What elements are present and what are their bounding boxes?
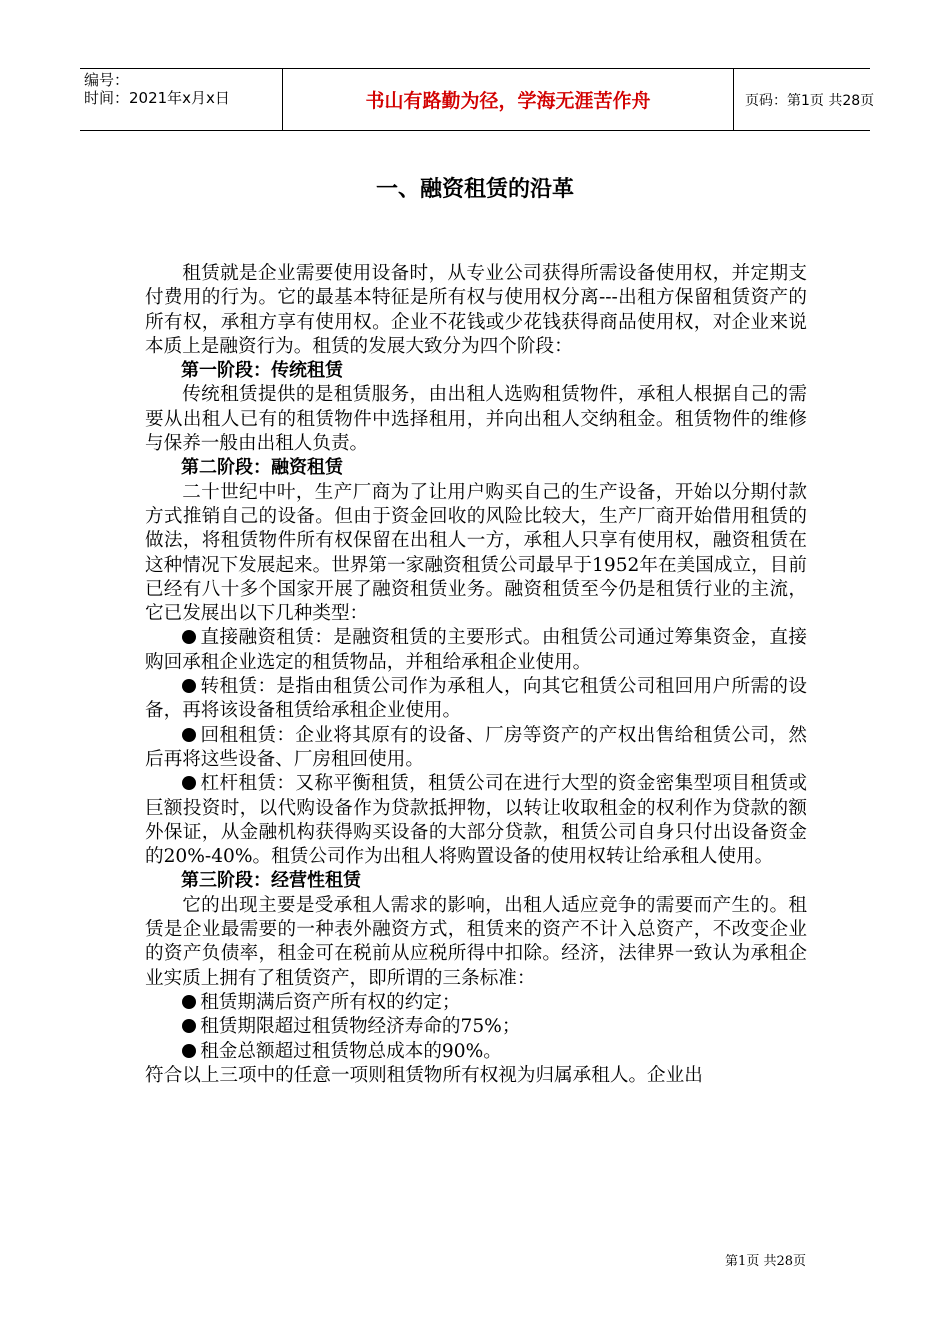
date-label: 时间：2021年x月x日 [84, 89, 230, 107]
bullet-text: 租赁期限超过租赁物经济寿命的75%； [200, 1016, 521, 1038]
section-heading-3: 第三阶段：经营性租赁 [181, 870, 361, 892]
bullet-text: 直接融资租赁：是融资租赁的主要形式。由租赁公司通过筹集资金，直接购回承租企业选定的租赁物品，并租给承租企业使用。 [145, 627, 807, 673]
bullet-item [145, 724, 807, 773]
bullet-icon [182, 679, 196, 693]
header-table [80, 68, 875, 131]
bullet-icon [182, 728, 196, 742]
bullet-text: 租赁期满后资产所有权的约定； [200, 991, 461, 1013]
bullet-icon [182, 776, 196, 790]
bullet-text: 回租租赁：企业将其原有的设备、厂房等资产的产权出售给租赁公司，然后再将这些设备、厂房租回使用。 [145, 724, 807, 770]
page-footer: 第1页 共28页 [725, 1254, 806, 1269]
paragraph-operating: 它的出现主要是受承租人需求的影响，出租人适应竞争的需要而产生的。租赁是企业最需要的一种表外融资方式，租赁来的资产不计入总资产，不改变企业的资产负债率，租金可在税前从应税所得中扣除。经济，法律界一致认为承租企业实质上拥有了租赁资产，即所谓的三条标准： [145, 894, 807, 989]
page-title: 一、融资租赁的沿革 [375, 177, 574, 202]
document-body [145, 262, 807, 1088]
header-page-info: 页码：第1页 共28页 [745, 92, 875, 109]
bullet-icon [182, 995, 196, 1009]
paragraph-traditional: 传统租赁提供的是租赁服务，由出租人选购租赁物件，承租人根据自己的需要从出租人已有的租赁物件中选择租用，并向出租人交纳租金。租赁物件的维修与保养一般由出租人负责。 [145, 384, 807, 455]
bullet-icon [182, 1019, 196, 1033]
number-label: 编号： [84, 71, 130, 89]
header-meta [80, 69, 282, 132]
paragraph-intro: 租赁就是企业需要使用设备时，从专业公司获得所需设备使用权，并定期支付费用的行为。它的最基本特征是所有权与使用权分离---出租方保留租赁资产的所有权，承租方享有使用权。企业不花钱或少花钱获得商品使用权，对企业来说本质上是融资行为。租赁的发展大致分为四个阶段： [145, 263, 807, 357]
bullet-item [145, 675, 807, 724]
bullet-item [145, 772, 807, 869]
section-heading-2: 第二阶段：融资租赁 [181, 457, 343, 479]
bullet-item [145, 1015, 807, 1039]
bullet-icon [182, 1044, 196, 1058]
bullet-text: 租金总额超过租赁物总成本的90%。 [200, 1040, 502, 1062]
bullet-text: 转租赁：是指由租赁公司作为承租人，向其它租赁公司租回用户所需的设备，再将该设备租赁给承租企业使用。 [145, 676, 807, 722]
bullet-item [145, 626, 807, 675]
bullet-text: 杠杆租赁：又称平衡租赁，租赁公司在进行大型的资金密集型项目租赁或巨额投资时，以代购设备作为贷款抵押物，以转让收取租金的权利作为贷款的额外保证，从金融机构获得购买设备的大部分贷款，租赁公司自身只付出设备资金的20%-40%。租赁公司作为出租人将购置设备的使用权转让给承租人使用。 [145, 773, 807, 868]
paragraph-financial: 二十世纪中叶，生产厂商为了让用户购买自己的生产设备，开始以分期付款方式推销自己的设备。但由于资金回收的风险比较大，生产厂商开始借用租赁的做法，将租赁物件所有权保留在出租人一方，承租人只享有使用权，融资租赁在这种情况下发展起来。世界第一家融资租赁公司最早于1952年在美国成立，目前已经有八十多个国家开展了融资租赁业务。融资租赁至今仍是租赁行业的主流，它已发展出以下几种类型： [145, 481, 807, 625]
bullet-item [145, 991, 807, 1015]
bullet-icon [182, 630, 196, 644]
header-motto: 书山有路勤为径，学海无涯苦作舟 [282, 69, 734, 130]
paragraph-conclusion: 符合以上三项中的任意一项则租赁物所有权视为归属承租人。企业出 [145, 1064, 703, 1086]
bullet-item [145, 1040, 807, 1064]
section-heading-1: 第一阶段：传统租赁 [181, 360, 343, 382]
